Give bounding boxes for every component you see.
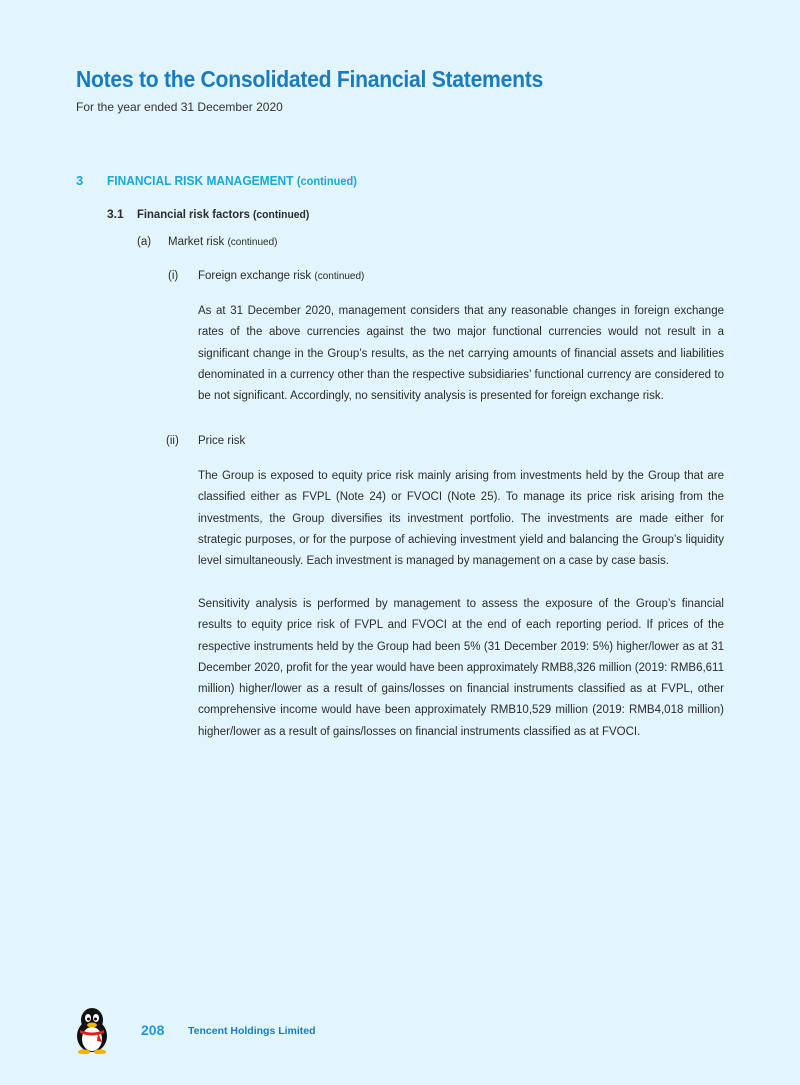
page-subtitle: For the year ended 31 December 2020 [76,100,283,114]
item-a-title: Market risk [168,236,225,248]
price-risk-paragraph-2: Sensitivity analysis is performed by management to assess the exposure of the Group’s financial results to equity price risk of FVPL and FVOCI at the end of each reporting period. If prices of the respective instruments held by the Group had been 5% (31 December 2019: 5%) higher/lower as at 31 December 2020, profit for the year would have been approximately RMB8,326 million (2019: RMB6,611 million) higher/lower as a result of gains/losses on financial instruments classified as at FVPL, other comprehensive income would have been approximately RMB10,529 million (2019: RMB4,018 million) higher/lower as a result of gains/losses on financial instruments classified as at FVOCI. [198,598,724,738]
section-continued: (continued) [296,174,357,188]
section-title: FINANCIAL RISK MANAGEMENT [107,173,294,188]
item-i-continued: (continued) [314,271,365,282]
item-ii-marker: (ii) [166,435,179,447]
penguin-logo-icon [72,1006,112,1054]
item-a-heading [168,236,277,248]
item-i-marker: (i) [168,270,179,282]
item-a-marker: (a) [137,236,152,248]
page-number: 208 [141,1022,165,1038]
price-risk-paragraph-1: The Group is exposed to equity price risk mainly arising from investments held by the Group that are classified either as FVPL (Note 24) or FVOCI (Note 25). To manage its price risk arising from the investments, the Group diversifies its investment portfolio. The investments are made either for strategic purposes, or for the purpose of achieving investment yield and balancing the Group’s liquidity level simultaneously. Each investment is managed by management on a case by case basis. [198,470,724,568]
section-heading [107,173,357,188]
page-title: Notes to the Consolidated Financial Statements [76,66,544,92]
item-i-heading [198,270,364,282]
subsection-number: 3.1 [107,207,124,221]
item-i-title: Foreign exchange risk [198,270,312,282]
item-ii-title: Price risk [198,435,246,447]
foreign-exchange-paragraph: As at 31 December 2020, management considers that any reasonable changes in foreign exchange rates of the above currencies against the two major functional currencies would not result in a significant change in the Group’s results, as the net carrying amounts of financial assets and liabilities denominated in a currency other than the respective subsidiaries’ functional currency are considered to be not significant. Accordingly, no sensitivity analysis is presented for foreign exchange risk. [198,305,724,403]
subsection-heading [137,207,309,221]
company-name: Tencent Holdings Limited [188,1025,316,1037]
subsection-title: Financial risk factors [137,207,250,221]
item-a-continued: (continued) [227,237,278,248]
subsection-continued: (continued) [252,209,310,221]
section-number: 3 [76,173,84,188]
